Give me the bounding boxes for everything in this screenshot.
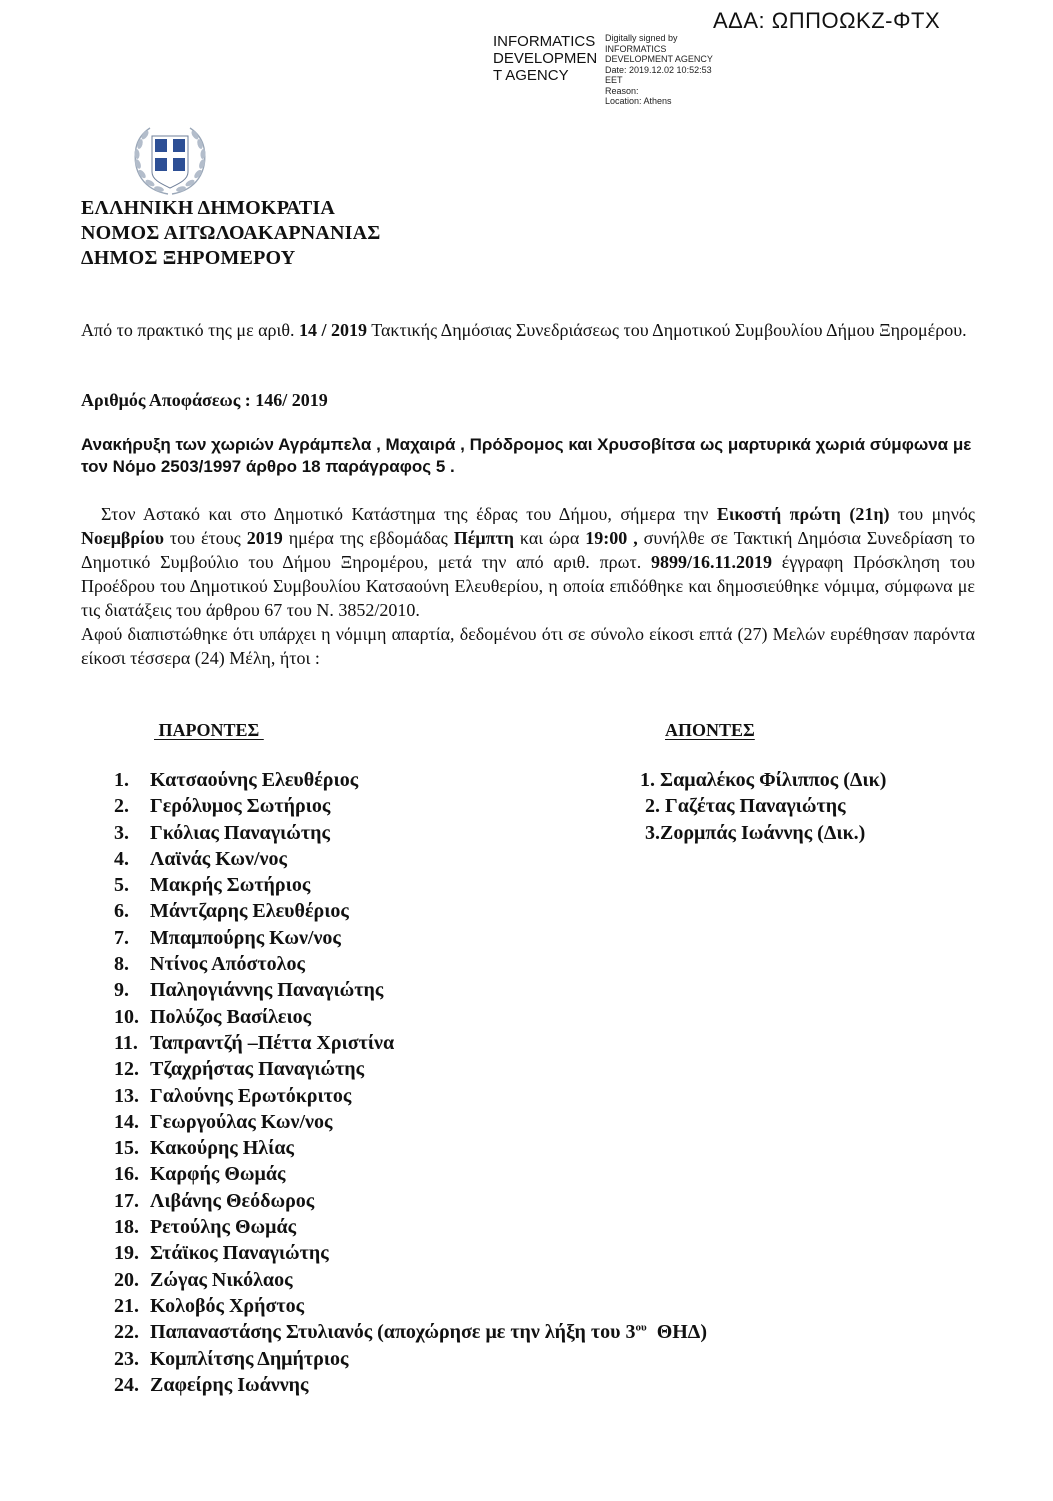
present-title: ΠΑΡΟΝΤΕΣ: [154, 720, 264, 740]
item-number: 22.: [114, 1321, 139, 1344]
intro-text: Από το πρακτικό της με αριθ.: [81, 320, 300, 340]
member-name: Κολοβός Χρήστος: [150, 1294, 305, 1317]
list-item: [114, 925, 707, 951]
item-number: 14.: [114, 1110, 139, 1133]
member-name: Γεωργούλας Κων/νος: [150, 1110, 333, 1133]
member-name: Γαλούνης Ερωτόκριτος: [150, 1084, 352, 1107]
meeting-day: Εικοστή πρώτη (21η): [716, 504, 890, 524]
member-name: Ταπραντζή –Πέττα Χριστίνα: [150, 1031, 395, 1054]
item-number: 9.: [114, 979, 129, 1002]
list-item: [114, 846, 707, 872]
header-country: ΕΛΛΗΝΙΚΗ ΔΗΜΟΚΡΑΤΙΑ: [81, 197, 336, 219]
list-item: [114, 1372, 707, 1398]
member-name: Καρφής Θωμάς: [150, 1163, 286, 1186]
list-item: [114, 898, 707, 924]
member-name: Γερόλυμος Σωτήριος: [150, 795, 331, 818]
signature-details: [605, 33, 713, 107]
item-number: 8.: [114, 953, 129, 976]
signature-detail-line: INFORMATICS: [605, 43, 667, 54]
member-name: Παληογιάννης Παναγιώτης: [150, 979, 384, 1002]
member-name: Παπαναστάσης Στυλιανός (αποχώρησε με την λήξη του 3: [150, 1321, 636, 1344]
member-name: Κομπλίτσης Δημήτριος: [150, 1347, 349, 1370]
member-name: Κακούρης Ηλίας: [150, 1137, 294, 1160]
minutes-number: 14 / 2019: [299, 320, 368, 340]
member-name: Κατσαούνης Ελευθέριος: [150, 769, 359, 791]
list-item: 1. Σαμαλέκος Φίλιππος (Δικ): [640, 769, 887, 791]
item-number: 6.: [114, 900, 129, 923]
protocol-number: 9899/16.11.2019: [651, 552, 773, 572]
signature-detail-line: EET: [605, 75, 623, 85]
meeting-weekday: Πέμπτη: [453, 528, 514, 548]
member-name: Μάντζαρης Ελευθέριος: [150, 900, 349, 923]
list-item: [114, 1135, 707, 1161]
body-text: [81, 502, 975, 670]
ada-code: ΑΔΑ: ΩΠΠΟΩΚΖ-ΦΤΧ: [713, 8, 941, 33]
item-number: 7.: [114, 926, 129, 949]
item-number: 17.: [114, 1189, 139, 1212]
member-name: Τζαχρήστας Παναγιώτης: [150, 1058, 365, 1081]
header-municipality: ΔΗΜΟΣ ΞΗΡΟΜΕΡΟΥ: [81, 247, 296, 269]
list-item: 3.Ζορμπάς Ιωάννης (Δικ.): [640, 821, 866, 844]
list-item: [114, 1188, 707, 1214]
signature-detail-line: DEVELOPMENT AGENCY: [605, 54, 713, 64]
item-number: 11.: [114, 1031, 138, 1054]
header-prefecture: ΝΟΜΟΣ ΑΙΤΩΛΟΑΚΑΡΝΑΝΙΑΣ: [81, 222, 381, 244]
list-item: [114, 1346, 707, 1372]
item-number: 4.: [114, 847, 129, 870]
item-number: 13.: [114, 1084, 139, 1107]
list-item: [114, 1030, 707, 1056]
member-name: Στάϊκος Παναγιώτης: [150, 1242, 329, 1265]
item-number: 24.: [114, 1373, 139, 1396]
member-name: Ντίνος Απόστολος: [150, 953, 305, 976]
absent-members-list: [640, 767, 886, 846]
text: του μηνός: [889, 504, 975, 524]
list-item: [114, 793, 707, 819]
list-item: [114, 767, 707, 793]
meeting-month: Νοεμβρίου: [81, 528, 164, 548]
member-name: Ζαφείρης Ιωάννης: [150, 1373, 309, 1396]
member-name: Λιβάνης Θεόδωρος: [150, 1189, 315, 1212]
item-number: 1.: [114, 769, 129, 791]
signature-detail-line: Reason:: [605, 85, 639, 96]
member-note: ΘΗΔ): [646, 1321, 707, 1344]
decision-number: Αριθμός Αποφάσεως : 146/ 2019: [81, 390, 328, 410]
item-number: 21.: [114, 1294, 139, 1317]
list-item: [114, 1214, 707, 1240]
list-item: [114, 872, 707, 898]
item-number: 12.: [114, 1058, 139, 1081]
authority-header: [81, 196, 381, 271]
absent-title: ΑΠΟΝΤΕΣ: [665, 720, 755, 740]
signature-detail-line: Location: Athens: [605, 96, 672, 106]
decision-subject: Ανακήρυξη των χωριών Αγράμπελα , Μαχαιρά , Πρόδρομος και Χρυσοβίτσα ως μαρτυρικά χωριά σύμφωνα με τον Νόμο 2503/1997 άρθρο 18 παράγραφος 5 .: [81, 435, 972, 476]
item-number: 16.: [114, 1163, 139, 1186]
intro-text-cont: Τακτικής Δημόσιας Συνεδριάσεως του Δημοτικού Συμβουλίου Δήμου Ξηρομέρου.: [367, 320, 967, 340]
present-members-list: [114, 767, 707, 1398]
body-paragraph-1: [81, 502, 975, 622]
list-item: [114, 1161, 707, 1187]
text: Στον Αστακό και στο Δημοτικό Κατάστημα της έδρας του Δήμου, σήμερα την: [101, 504, 717, 524]
list-item: [114, 977, 707, 1003]
text: συνήλθε σε Τακτική Δημόσια Συνεδρίαση το Δημοτικό Συμβούλιο του Δήμου Ξηρομέρου, μετά την από αριθ. πρωτ.: [81, 528, 976, 572]
text: ημέρα της εβδομάδας: [282, 528, 454, 548]
body-paragraph-2: Αφού διαπιστώθηκε ότι υπάρχει η νόμιμη απαρτία, δεδομένου ότι σε σύνολο είκοσι επτά (27) Μελών ευρέθησαν παρόντα είκοσι τέσσερα (24) Μέλη, ήτοι :: [81, 624, 975, 668]
signature-org-line: INFORMATICS: [493, 33, 596, 50]
list-item: [114, 1293, 707, 1319]
item-number: 20.: [114, 1268, 139, 1291]
list-item: [114, 1004, 707, 1030]
member-name: Μπαμπούρης Κων/νος: [150, 926, 341, 949]
member-name: Μακρής Σωτήριος: [150, 874, 311, 897]
list-item: [114, 1267, 707, 1293]
ordinal-superscript: ου: [635, 1321, 647, 1334]
meeting-time: 19:00 ,: [585, 528, 638, 548]
list-item: [114, 1240, 707, 1266]
list-item: [114, 1109, 707, 1135]
text: έγγραφη Πρόσκληση του Προέδρου του Δημοτικού Συμβουλίου Κατσαούνη Ελευθερίου, η οποία επιδόθηκε και δημοσιεύθηκε νόμιμα, σύμφωνα με τις διατάξεις του άρθρου 67 του Ν. 3852/2010.: [81, 552, 975, 620]
list-item: [114, 1056, 707, 1082]
text: και ώρα: [513, 528, 586, 548]
member-name: Πολύζος Βασίλειος: [150, 1005, 312, 1028]
item-number: 10.: [114, 1005, 139, 1028]
signature-detail-line: Digitally signed by: [605, 33, 678, 43]
item-number: 2.: [114, 795, 129, 818]
list-item: [114, 1083, 707, 1109]
list-item: [114, 1319, 707, 1345]
text: του έτους: [163, 528, 247, 548]
item-number: 5.: [114, 874, 129, 897]
item-number: 18.: [114, 1216, 139, 1239]
greek-coat-of-arms-icon: [128, 124, 212, 198]
item-number: 15.: [114, 1137, 139, 1160]
signature-organization: [493, 33, 597, 84]
signature-detail-line: Date: 2019.12.02 10:52:53: [605, 64, 712, 75]
signature-org-line: T AGENCY: [493, 67, 569, 84]
item-number: 3.: [114, 821, 129, 844]
minutes-intro: [81, 318, 981, 342]
meeting-year: 2019: [246, 528, 283, 548]
member-name: Λαϊνάς Κων/νος: [150, 847, 287, 870]
member-name: Ζώγας Νικόλαος: [150, 1268, 293, 1291]
item-number: 23.: [114, 1347, 139, 1370]
item-number: 19.: [114, 1242, 139, 1265]
member-name: Γκόλιας Παναγιώτης: [150, 821, 330, 844]
list-item: [114, 820, 707, 846]
list-item: [114, 951, 707, 977]
signature-org-line: DEVELOPMEN: [493, 50, 598, 67]
member-name: Ρετούλης Θωμάς: [150, 1216, 297, 1239]
list-item: 2. Γαζέτας Παναγιώτης: [640, 795, 846, 818]
